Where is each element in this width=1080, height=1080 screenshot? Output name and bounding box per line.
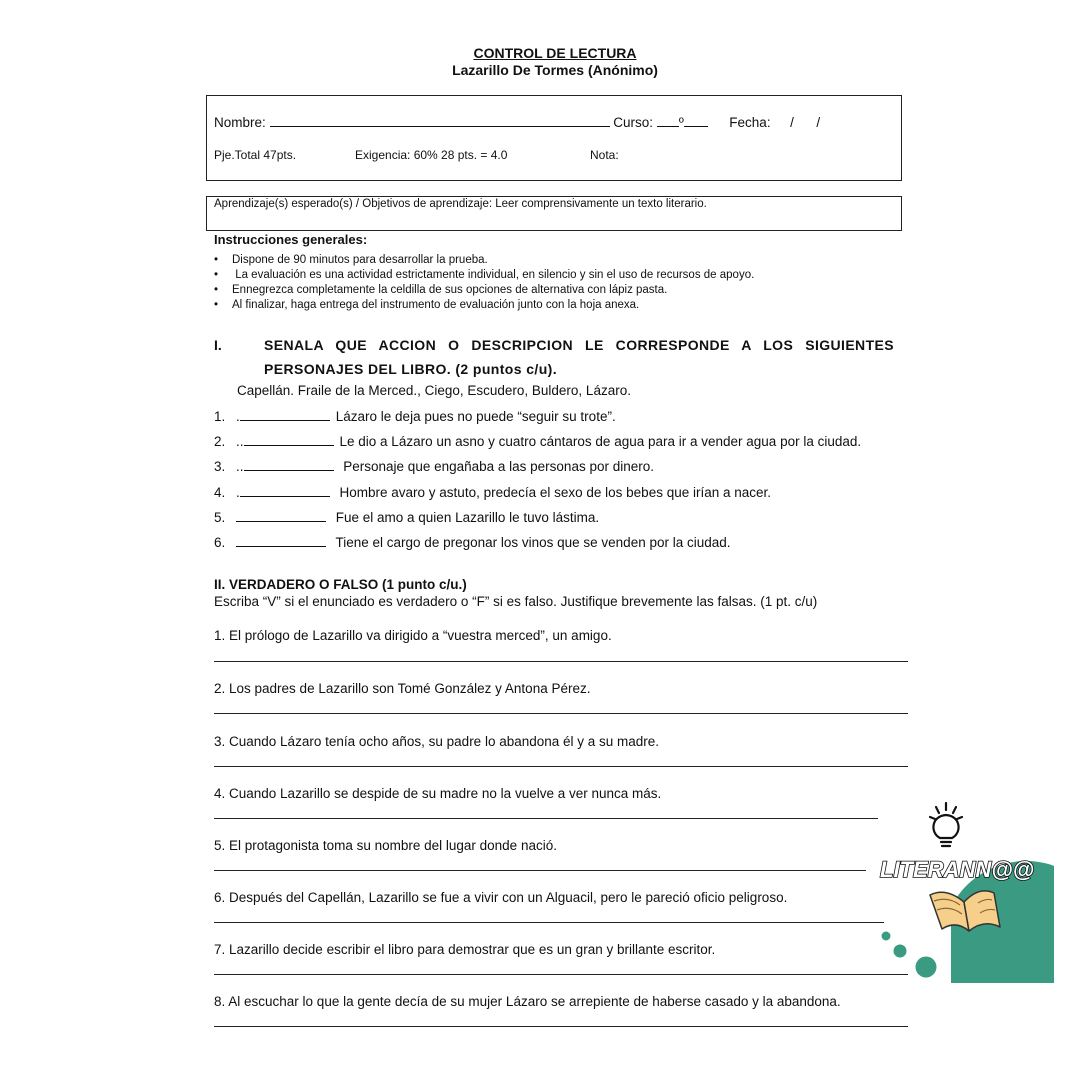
instructions-list — [214, 253, 754, 313]
tf-question: 7. Lazarillo decide escribir el libro para demostrar que es un gran y brillante escritor. — [214, 942, 716, 957]
fecha-label: Fecha: — [729, 115, 771, 130]
instruction-item: • Ennegrezca completamente la celdilla de sus opciones de alternativa con lápiz pasta. — [214, 283, 754, 298]
answer-blank[interactable] — [236, 510, 326, 522]
characters-list: Capellán. Fraile de la Merced., Ciego, Escudero, Buldero, Lázaro. — [237, 383, 631, 398]
match-question: 4. . Hombre avaro y astuto, predecía el sexo de los bebes que irían a nacer. — [214, 485, 772, 500]
fecha-field[interactable]: / / — [790, 115, 821, 130]
tf-question: 6. Después del Capellán, Lazarillo se fue a vivir con un Alguacil, pero le pareció oficio peligroso. — [214, 890, 788, 905]
answer-blank[interactable] — [240, 409, 330, 421]
answer-line[interactable] — [214, 922, 884, 923]
lightbulb-icon — [930, 803, 962, 846]
instruction-item: • Al finalizar, haga entrega del instrumento de evaluación junto con la hoja anexa. — [214, 298, 754, 313]
answer-line[interactable] — [214, 1026, 908, 1027]
answer-line[interactable] — [214, 870, 866, 871]
nombre-label: Nombre: — [214, 115, 266, 130]
curso-label: Curso: — [613, 115, 654, 130]
student-info-box — [206, 95, 902, 181]
student-info-row — [214, 114, 820, 130]
section-1-number: I. — [214, 337, 222, 353]
match-question: 6. Tiene el cargo de pregonar los vinos que se venden por la ciudad. — [214, 535, 731, 550]
literann-logo — [868, 783, 1054, 983]
bubble-dot — [916, 957, 937, 978]
instruction-item: • Dispone de 90 minutos para desarrollar la prueba. — [214, 253, 754, 268]
section-1-heading — [214, 333, 894, 381]
tf-question: 5. El protagonista toma su nombre del lugar donde nació. — [214, 838, 557, 853]
page-subtitle: Lazarillo De Tormes (Anónimo) — [452, 62, 658, 78]
answer-line[interactable] — [214, 713, 908, 714]
section-2-heading: II. VERDADERO O FALSO (1 punto c/u.) — [214, 577, 467, 592]
nombre-field[interactable] — [270, 114, 610, 127]
tf-question: 2. Los padres de Lazarillo son Tomé González y Antona Pérez. — [214, 681, 591, 696]
answer-blank[interactable] — [244, 459, 334, 471]
answer-line[interactable] — [214, 974, 908, 975]
curso-letter-field[interactable] — [684, 114, 708, 127]
match-question: 1. . Lázaro le deja pues no puede “seguir su trote”. — [214, 409, 616, 424]
match-question: 3. .. Personaje que engañaba a las personas por dinero. — [214, 459, 654, 474]
curso-field[interactable] — [657, 114, 679, 127]
page-title: CONTROL DE LECTURA — [473, 45, 637, 61]
puntaje-text: Pje.Total 47pts. — [214, 148, 297, 162]
grado-mark: º — [678, 115, 684, 130]
instructions-heading: Instrucciones generales: — [214, 232, 368, 247]
badge-text: LITERANN@@ — [880, 857, 1035, 882]
instruction-item: • La evaluación es una actividad estrictamente individual, en silencio y sin el uso de recursos de apoyo. — [214, 268, 754, 283]
exigencia-text: Exigencia: 60% 28 pts. = 4.0 — [355, 148, 508, 162]
answer-blank[interactable] — [240, 485, 330, 497]
tf-question: 1. El prólogo de Lazarillo va dirigido a “vuestra merced”, un amigo. — [214, 628, 612, 643]
match-question: 2. .. Le dio a Lázaro un asno y cuatro cántaros de agua para ir a vender agua por la ciudad. — [214, 434, 862, 449]
section-2-instructions: Escriba “V” si el enunciado es verdadero o “F” si es falso. Justifique brevemente las falsas. (1 pt. c/u) — [214, 594, 818, 609]
match-question: 5. Fue el amo a quien Lazarillo le tuvo lástima. — [214, 510, 600, 525]
answer-blank[interactable] — [236, 535, 326, 547]
tf-question: 8. Al escuchar lo que la gente decía de su mujer Lázaro se arrepiente de haberse casado y la abandona. — [214, 994, 841, 1009]
answer-line[interactable] — [214, 766, 908, 767]
answer-line[interactable] — [214, 661, 908, 662]
bubble-dot — [894, 945, 907, 958]
tf-question: 3. Cuando Lázaro tenía ocho años, su padre lo abandona él y a su madre. — [214, 734, 660, 749]
answer-blank[interactable] — [244, 434, 334, 446]
objectives-text: Aprendizaje(s) esperado(s) / Objetivos de aprendizaje: Leer comprensivamente un texto literario. — [214, 198, 707, 210]
tf-question: 4. Cuando Lazarillo se despide de su madre no la vuelve a ver nunca más. — [214, 786, 662, 801]
answer-line[interactable] — [214, 818, 878, 819]
nota-label: Nota: — [590, 148, 619, 162]
bubble-dot — [882, 932, 891, 941]
section-1-title: SENALA QUE ACCION O DESCRIPCION LE CORRESPONDE A LOS SIGUIENTES PERSONAJES DEL LIBRO. (2 puntos c/u). — [264, 337, 894, 377]
